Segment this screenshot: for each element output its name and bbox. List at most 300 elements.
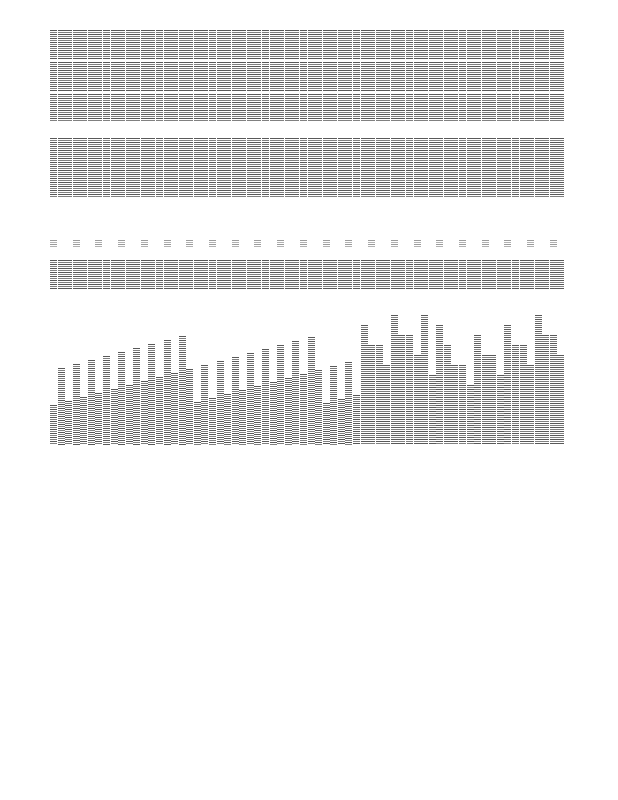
table-cell xyxy=(436,62,443,92)
table-cell xyxy=(497,94,504,122)
table-cell xyxy=(376,94,383,122)
table-cell-name xyxy=(368,345,375,445)
table-cell xyxy=(414,138,421,198)
table-cell xyxy=(504,62,511,92)
table-cell xyxy=(156,260,163,290)
table-cell-name xyxy=(323,403,330,445)
table-cell xyxy=(148,62,155,92)
table-cell-name xyxy=(497,375,504,445)
table-cell xyxy=(194,260,201,290)
table-cell xyxy=(50,240,57,248)
table-cell xyxy=(497,260,504,290)
table-cell xyxy=(194,138,201,198)
table-cell xyxy=(73,138,80,198)
table-cell xyxy=(171,62,178,92)
table-cell xyxy=(50,94,57,122)
table-cell xyxy=(429,62,436,92)
table-cell xyxy=(300,94,307,122)
table-cell xyxy=(436,94,443,122)
table-cell xyxy=(444,30,451,60)
table-cell xyxy=(209,240,216,248)
table-cell xyxy=(65,260,72,290)
table-cell-name xyxy=(383,365,390,445)
table-cell xyxy=(467,138,474,198)
table-cell xyxy=(133,260,140,290)
table-cell xyxy=(338,138,345,198)
table-cell xyxy=(550,94,557,122)
table-cell xyxy=(308,30,315,60)
table-cell xyxy=(239,62,246,92)
table-cell xyxy=(308,94,315,122)
table-cell xyxy=(353,260,360,290)
table-cell xyxy=(254,30,261,60)
table-cell xyxy=(300,260,307,290)
table-cell-name xyxy=(95,393,102,445)
table-cell xyxy=(292,94,299,122)
table-cell xyxy=(467,62,474,92)
table-cell-name xyxy=(133,348,140,445)
table-cell xyxy=(217,94,224,122)
table-cell xyxy=(520,30,527,60)
table-cell xyxy=(224,138,231,198)
table-cell xyxy=(148,260,155,290)
table-cell xyxy=(179,260,186,290)
table-cell xyxy=(73,30,80,60)
table-cell xyxy=(330,138,337,198)
table-cell xyxy=(164,260,171,290)
table-cell-name xyxy=(65,401,72,445)
table-cell xyxy=(164,30,171,60)
table-cell xyxy=(133,30,140,60)
table-cell xyxy=(224,94,231,122)
table-cell-name xyxy=(557,355,564,445)
table-cell xyxy=(361,260,368,290)
table-cell xyxy=(444,94,451,122)
table-cell xyxy=(542,94,549,122)
table-cell xyxy=(497,138,504,198)
table-cell xyxy=(277,30,284,60)
table-cell xyxy=(451,138,458,198)
table-cell xyxy=(232,30,239,60)
table-cell xyxy=(383,30,390,60)
table-cell xyxy=(186,30,193,60)
table-cell xyxy=(80,260,87,290)
table-cell xyxy=(542,138,549,198)
table-cell xyxy=(95,30,102,60)
table-cell xyxy=(262,30,269,60)
table-cell xyxy=(368,30,375,60)
table-cell xyxy=(270,138,277,198)
table-cell xyxy=(103,94,110,122)
table-cell-name xyxy=(103,356,110,445)
table-cell xyxy=(103,30,110,60)
table-cell xyxy=(482,260,489,290)
table-cell-name xyxy=(398,335,405,445)
table-cell xyxy=(444,62,451,92)
table-cell xyxy=(209,260,216,290)
table-cell xyxy=(383,260,390,290)
table-cell xyxy=(542,260,549,290)
table-cell xyxy=(58,260,65,290)
table-cell xyxy=(482,240,489,248)
table-cell xyxy=(315,138,322,198)
table-cell-name xyxy=(376,345,383,445)
table-cell xyxy=(111,138,118,198)
table-cell xyxy=(550,138,557,198)
table-cell xyxy=(179,62,186,92)
table-cell xyxy=(239,260,246,290)
table-cell xyxy=(201,138,208,198)
table-cell xyxy=(398,30,405,60)
table-cell xyxy=(527,30,534,60)
table-cell xyxy=(391,240,398,248)
table-cell-name xyxy=(285,378,292,445)
table-cell xyxy=(414,240,421,248)
table-cell xyxy=(58,94,65,122)
table-cell-name xyxy=(80,397,87,445)
table-cell xyxy=(118,62,125,92)
table-cell xyxy=(50,62,57,92)
table-cell xyxy=(323,94,330,122)
table-cell xyxy=(232,138,239,198)
table-cell xyxy=(474,94,481,122)
table-cell xyxy=(467,30,474,60)
table-cell xyxy=(323,30,330,60)
table-cell xyxy=(285,62,292,92)
table-cell xyxy=(209,138,216,198)
table-cell xyxy=(95,138,102,198)
table-cell xyxy=(164,62,171,92)
table-cell xyxy=(459,260,466,290)
table-cell xyxy=(459,94,466,122)
table-cell xyxy=(542,62,549,92)
table-cell xyxy=(482,30,489,60)
table-cell xyxy=(88,260,95,290)
table-cell xyxy=(535,138,542,198)
table-cell xyxy=(557,62,564,92)
table-cell xyxy=(133,94,140,122)
table-cell xyxy=(376,260,383,290)
table-cell xyxy=(254,260,261,290)
table-cell-name xyxy=(171,373,178,445)
table-cell xyxy=(141,62,148,92)
table-cell xyxy=(361,30,368,60)
table-cell-name xyxy=(308,337,315,445)
table-cell xyxy=(406,94,413,122)
table-cell xyxy=(451,94,458,122)
table-cell-name xyxy=(209,398,216,445)
table-cell xyxy=(398,94,405,122)
table-cell xyxy=(345,240,352,248)
table-cell xyxy=(73,94,80,122)
table-cell xyxy=(65,138,72,198)
table-cell-name xyxy=(315,370,322,445)
table-cell xyxy=(277,94,284,122)
table-cell-name xyxy=(504,325,511,445)
table-cell xyxy=(504,260,511,290)
table-cell xyxy=(126,62,133,92)
table-cell xyxy=(118,260,125,290)
table-cell xyxy=(111,260,118,290)
table-cell-name xyxy=(247,353,254,445)
table-cell xyxy=(209,62,216,92)
table-cell xyxy=(201,62,208,92)
table-cell xyxy=(527,240,534,248)
table-cell xyxy=(406,138,413,198)
table-cell xyxy=(376,62,383,92)
table-cell xyxy=(164,94,171,122)
table-cell xyxy=(50,260,57,290)
table-cell xyxy=(338,94,345,122)
table-cell xyxy=(315,62,322,92)
table-cell xyxy=(338,30,345,60)
table-cell-name xyxy=(489,355,496,445)
table-cell-name xyxy=(156,377,163,445)
table-cell xyxy=(65,94,72,122)
table-cell xyxy=(383,94,390,122)
table-cell xyxy=(406,30,413,60)
table-cell-name xyxy=(429,375,436,445)
table-cell xyxy=(467,260,474,290)
table-cell xyxy=(436,138,443,198)
table-cell xyxy=(277,62,284,92)
table-cell xyxy=(557,30,564,60)
table-cell xyxy=(88,30,95,60)
table-cell xyxy=(338,62,345,92)
table-cell-name xyxy=(194,402,201,445)
table-cell xyxy=(421,94,428,122)
table-cell xyxy=(368,94,375,122)
table-cell xyxy=(277,260,284,290)
table-cell xyxy=(148,30,155,60)
table-cell xyxy=(118,138,125,198)
table-cell xyxy=(353,138,360,198)
table-cell xyxy=(391,260,398,290)
table-cell-name xyxy=(527,365,534,445)
table-cell-name xyxy=(126,385,133,445)
table-cell xyxy=(285,260,292,290)
table-cell xyxy=(179,30,186,60)
table-cell xyxy=(504,30,511,60)
table-cell xyxy=(239,94,246,122)
table-cell xyxy=(323,240,330,248)
table-cell xyxy=(489,30,496,60)
table-cell xyxy=(459,138,466,198)
table-cell xyxy=(209,30,216,60)
table-cell xyxy=(65,30,72,60)
table-cell xyxy=(247,260,254,290)
table-cell xyxy=(368,138,375,198)
table-cell-name xyxy=(270,382,277,445)
table-cell xyxy=(557,94,564,122)
table-cell xyxy=(353,94,360,122)
table-cell-name xyxy=(254,386,261,445)
table-cell xyxy=(133,138,140,198)
table-cell xyxy=(148,138,155,198)
table-cell xyxy=(550,240,557,248)
table-cell xyxy=(95,260,102,290)
table-cell xyxy=(171,260,178,290)
table-cell xyxy=(103,62,110,92)
table-cell xyxy=(376,138,383,198)
table-cell-name xyxy=(451,365,458,445)
table-cell xyxy=(315,260,322,290)
table-cell xyxy=(451,260,458,290)
table-cell xyxy=(489,62,496,92)
table-cell xyxy=(262,260,269,290)
table-cell-name xyxy=(277,345,284,445)
table-cell-name xyxy=(58,368,65,445)
table-cell xyxy=(88,138,95,198)
table-cell xyxy=(194,30,201,60)
table-cell xyxy=(133,62,140,92)
table-cell xyxy=(323,138,330,198)
table-cell xyxy=(459,240,466,248)
table-cell xyxy=(345,260,352,290)
table-cell xyxy=(141,240,148,248)
table-cell xyxy=(308,260,315,290)
table-cell xyxy=(330,62,337,92)
rotated-data-table xyxy=(50,30,565,450)
table-cell xyxy=(414,94,421,122)
table-cell xyxy=(95,94,102,122)
table-cell xyxy=(459,30,466,60)
table-cell xyxy=(239,138,246,198)
table-cell xyxy=(361,94,368,122)
table-cell xyxy=(414,260,421,290)
table-cell xyxy=(118,94,125,122)
table-cell-name xyxy=(111,389,118,445)
table-cell-name xyxy=(406,335,413,445)
table-cell xyxy=(232,260,239,290)
table-cell xyxy=(323,62,330,92)
table-cell xyxy=(58,138,65,198)
table-cell xyxy=(103,260,110,290)
table-cell-name xyxy=(482,355,489,445)
table-cell xyxy=(80,30,87,60)
table-cell xyxy=(527,62,534,92)
table-cell xyxy=(254,138,261,198)
table-cell xyxy=(345,62,352,92)
table-cell xyxy=(118,30,125,60)
table-cell xyxy=(527,94,534,122)
table-cell xyxy=(330,94,337,122)
table-cell xyxy=(550,30,557,60)
table-cell xyxy=(217,138,224,198)
table-cell-name xyxy=(542,335,549,445)
table-cell xyxy=(429,30,436,60)
table-cell xyxy=(254,94,261,122)
table-cell xyxy=(444,260,451,290)
table-cell xyxy=(232,94,239,122)
table-cell xyxy=(186,62,193,92)
table-cell xyxy=(186,138,193,198)
table-cell xyxy=(512,260,519,290)
table-cell xyxy=(512,62,519,92)
table-cell xyxy=(391,138,398,198)
table-cell xyxy=(50,138,57,198)
table-cell xyxy=(557,138,564,198)
table-cell xyxy=(398,260,405,290)
table-cell xyxy=(156,30,163,60)
table-cell xyxy=(398,138,405,198)
table-cell xyxy=(482,62,489,92)
table-cell xyxy=(262,62,269,92)
table-cell xyxy=(345,30,352,60)
table-cell xyxy=(171,30,178,60)
table-cell xyxy=(179,138,186,198)
table-cell xyxy=(232,240,239,248)
table-cell xyxy=(482,94,489,122)
table-cell xyxy=(118,240,125,248)
table-cell xyxy=(247,30,254,60)
table-cell xyxy=(247,62,254,92)
table-cell xyxy=(254,240,261,248)
table-cell xyxy=(224,62,231,92)
table-cell xyxy=(421,62,428,92)
table-cell xyxy=(111,62,118,92)
table-cell xyxy=(451,62,458,92)
table-cell xyxy=(406,62,413,92)
table-cell xyxy=(254,62,261,92)
table-cell xyxy=(300,62,307,92)
table-cell xyxy=(292,138,299,198)
table-cell xyxy=(103,138,110,198)
table-cell xyxy=(474,62,481,92)
table-cell xyxy=(512,138,519,198)
table-cell-name xyxy=(50,405,57,445)
table-cell xyxy=(444,138,451,198)
table-cell-name xyxy=(148,344,155,445)
table-cell xyxy=(300,30,307,60)
table-cell-name xyxy=(550,335,557,445)
table-cell xyxy=(285,138,292,198)
table-cell-name xyxy=(330,366,337,445)
table-cell xyxy=(323,260,330,290)
table-cell-name xyxy=(474,335,481,445)
table-cell xyxy=(262,138,269,198)
table-cell xyxy=(141,138,148,198)
table-cell xyxy=(520,94,527,122)
table-cell xyxy=(247,138,254,198)
table-cell xyxy=(126,30,133,60)
table-cell xyxy=(224,260,231,290)
table-cell xyxy=(527,260,534,290)
table-cell xyxy=(95,240,102,248)
table-cell xyxy=(429,260,436,290)
table-cell-name xyxy=(88,360,95,445)
table-cell-name xyxy=(179,336,186,445)
table-cell xyxy=(474,260,481,290)
table-cell xyxy=(535,30,542,60)
table-cell xyxy=(489,94,496,122)
table-cell xyxy=(361,62,368,92)
table-cell xyxy=(391,30,398,60)
table-cell xyxy=(436,260,443,290)
table-cell xyxy=(451,30,458,60)
table-cell-name xyxy=(292,341,299,445)
table-cell xyxy=(171,138,178,198)
table-cell xyxy=(217,30,224,60)
table-cell xyxy=(141,260,148,290)
table-cell xyxy=(292,62,299,92)
table-cell-name xyxy=(467,385,474,445)
table-cell xyxy=(285,94,292,122)
table-cell-name xyxy=(535,315,542,445)
table-cell-name xyxy=(262,349,269,445)
table-cell-name xyxy=(118,352,125,445)
table-cell-name xyxy=(512,345,519,445)
